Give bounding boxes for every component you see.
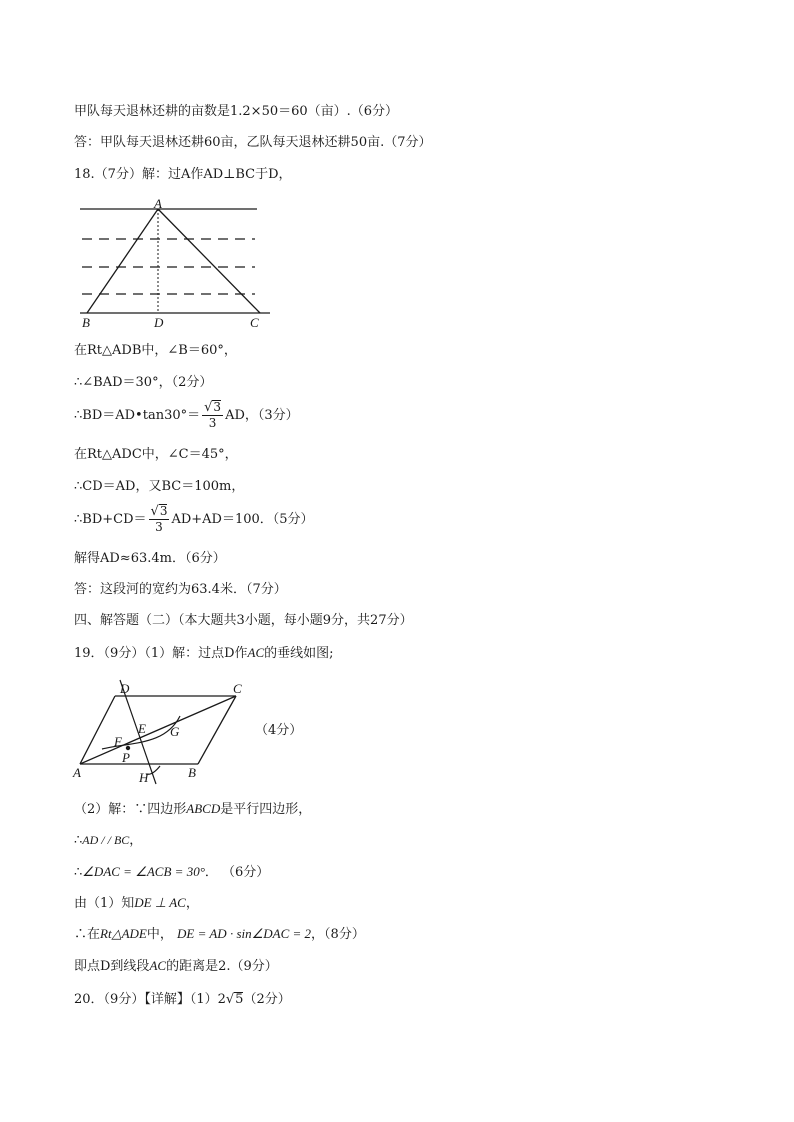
line20-coef: 2 xyxy=(217,992,226,1007)
text-line-8: ∴CD＝AD，又BC＝100m， xyxy=(74,479,245,494)
fig2-label-P: P xyxy=(122,750,130,765)
text-line-19 xyxy=(74,957,278,976)
text-line-9 xyxy=(74,504,314,535)
text-line-5: ∴∠BAD＝30°，（2分） xyxy=(74,375,213,390)
line6-numerator: 3 xyxy=(213,400,222,414)
fig2-label-H: H xyxy=(139,770,149,785)
text-line-14 xyxy=(74,800,311,819)
line14-c: 是平行四边形， xyxy=(220,802,312,817)
figure-river-triangle xyxy=(70,196,275,331)
fig2-label-D: D xyxy=(120,681,130,696)
fraction-sqrt3-over-3: $\frac{√3}{3}$ xyxy=(204,400,222,430)
text-line-6 xyxy=(74,400,299,431)
fig2-label-G: G xyxy=(170,724,180,739)
fig2-label-B: B xyxy=(188,765,196,780)
fig2-label-F: F xyxy=(114,734,122,749)
fig1-label-B: B xyxy=(82,315,90,330)
figure-parallelogram xyxy=(70,676,285,788)
text-line-13 xyxy=(74,644,334,663)
line16-angle: ∠DAC = ∠ACB = 30° xyxy=(82,864,205,879)
line18-equation: DE = AD · sin∠DAC = 2 xyxy=(177,926,312,941)
line20-d: （2分） xyxy=(243,992,291,1007)
fig2-label-E: E xyxy=(138,721,146,736)
line6-prefix: ∴BD＝AD•tan30°＝ xyxy=(74,408,201,423)
text-line-7: 在Rt△ADC中，∠C＝45°， xyxy=(74,447,238,462)
fig2-label-C: C xyxy=(233,681,242,696)
text-line-16 xyxy=(74,863,269,882)
line16-c: ． （6分） xyxy=(204,865,270,880)
line14-a: （2）解：∵四边形 xyxy=(74,802,187,817)
line13-ac: AC xyxy=(247,645,265,660)
line6-denominator: 3 xyxy=(208,416,217,430)
line19-c: 的距离是2.（9分） xyxy=(166,959,278,974)
line19-ac: AC xyxy=(149,958,167,973)
line20-a: 20．（9分）【详解】（1） xyxy=(74,992,218,1007)
section-heading: 四、解答题（二）（本大题共3小题，每小题9分，共27分） xyxy=(74,613,413,628)
text-line-10: 解得AD≈63.4m．（6分） xyxy=(74,551,226,566)
fig1-label-D: D xyxy=(154,315,164,330)
line15-c: ， xyxy=(129,833,143,848)
fraction-sqrt3-over-3-b: $\frac{√3}{3}$ xyxy=(150,504,168,534)
line14-abcd: ABCD xyxy=(186,801,221,816)
fig2-label-A: A xyxy=(73,765,81,780)
line9-prefix: ∴BD+CD＝ xyxy=(74,512,147,527)
line15-a: ∴ xyxy=(74,833,83,848)
line19-a: 即点D到线段 xyxy=(74,959,150,974)
text-line-18 xyxy=(74,925,365,944)
line13-a: 19．（9分）（1）解：过点D作 xyxy=(74,646,248,661)
fig1-label-C: C xyxy=(250,315,259,330)
line17-c: ， xyxy=(185,896,199,911)
line16-a: ∴ xyxy=(74,865,83,880)
figure2-score: （4分） xyxy=(255,723,303,738)
line20-radicand: 5 xyxy=(235,992,244,1007)
line9-numerator: 3 xyxy=(159,504,168,518)
text-line-15 xyxy=(74,831,142,850)
text-line-3: 18.（7分）解：过A作AD⊥BC于D， xyxy=(74,167,292,182)
text-line-2: 答：甲队每天退林还耕60亩，乙队每天退林还耕50亩.（7分） xyxy=(74,135,432,150)
text-line-4: 在Rt△ADB中，∠B＝60°， xyxy=(74,343,237,358)
line9-suffix: AD+AD＝100．（5分） xyxy=(171,512,314,527)
line15-parallel: AD / / BC xyxy=(82,833,130,847)
line18-e: ，（8分） xyxy=(311,927,365,942)
line9-denominator: 3 xyxy=(155,520,163,534)
line18-triangle: Rt△ADE xyxy=(100,926,147,941)
fig1-label-A: A xyxy=(154,196,162,211)
line6-suffix: AD，（3分） xyxy=(225,408,299,423)
text-line-11: 答：这段河的宽约为63.4米．（7分） xyxy=(74,582,287,597)
line18-a: ∴在 xyxy=(74,927,101,942)
line18-c: 中， xyxy=(146,927,173,942)
text-line-20: 20．（9分）【详解】（1）2√5（2分） xyxy=(74,992,291,1007)
text-line-1: 甲队每天退林还耕的亩数是1.2×50＝60（亩）.（6分） xyxy=(74,104,399,119)
line17-a: 由（1）知 xyxy=(74,896,135,911)
line13-c: 的垂线如图; xyxy=(264,646,334,661)
line17-perp: DE ⊥ AC xyxy=(134,895,186,910)
text-line-17 xyxy=(74,894,199,913)
